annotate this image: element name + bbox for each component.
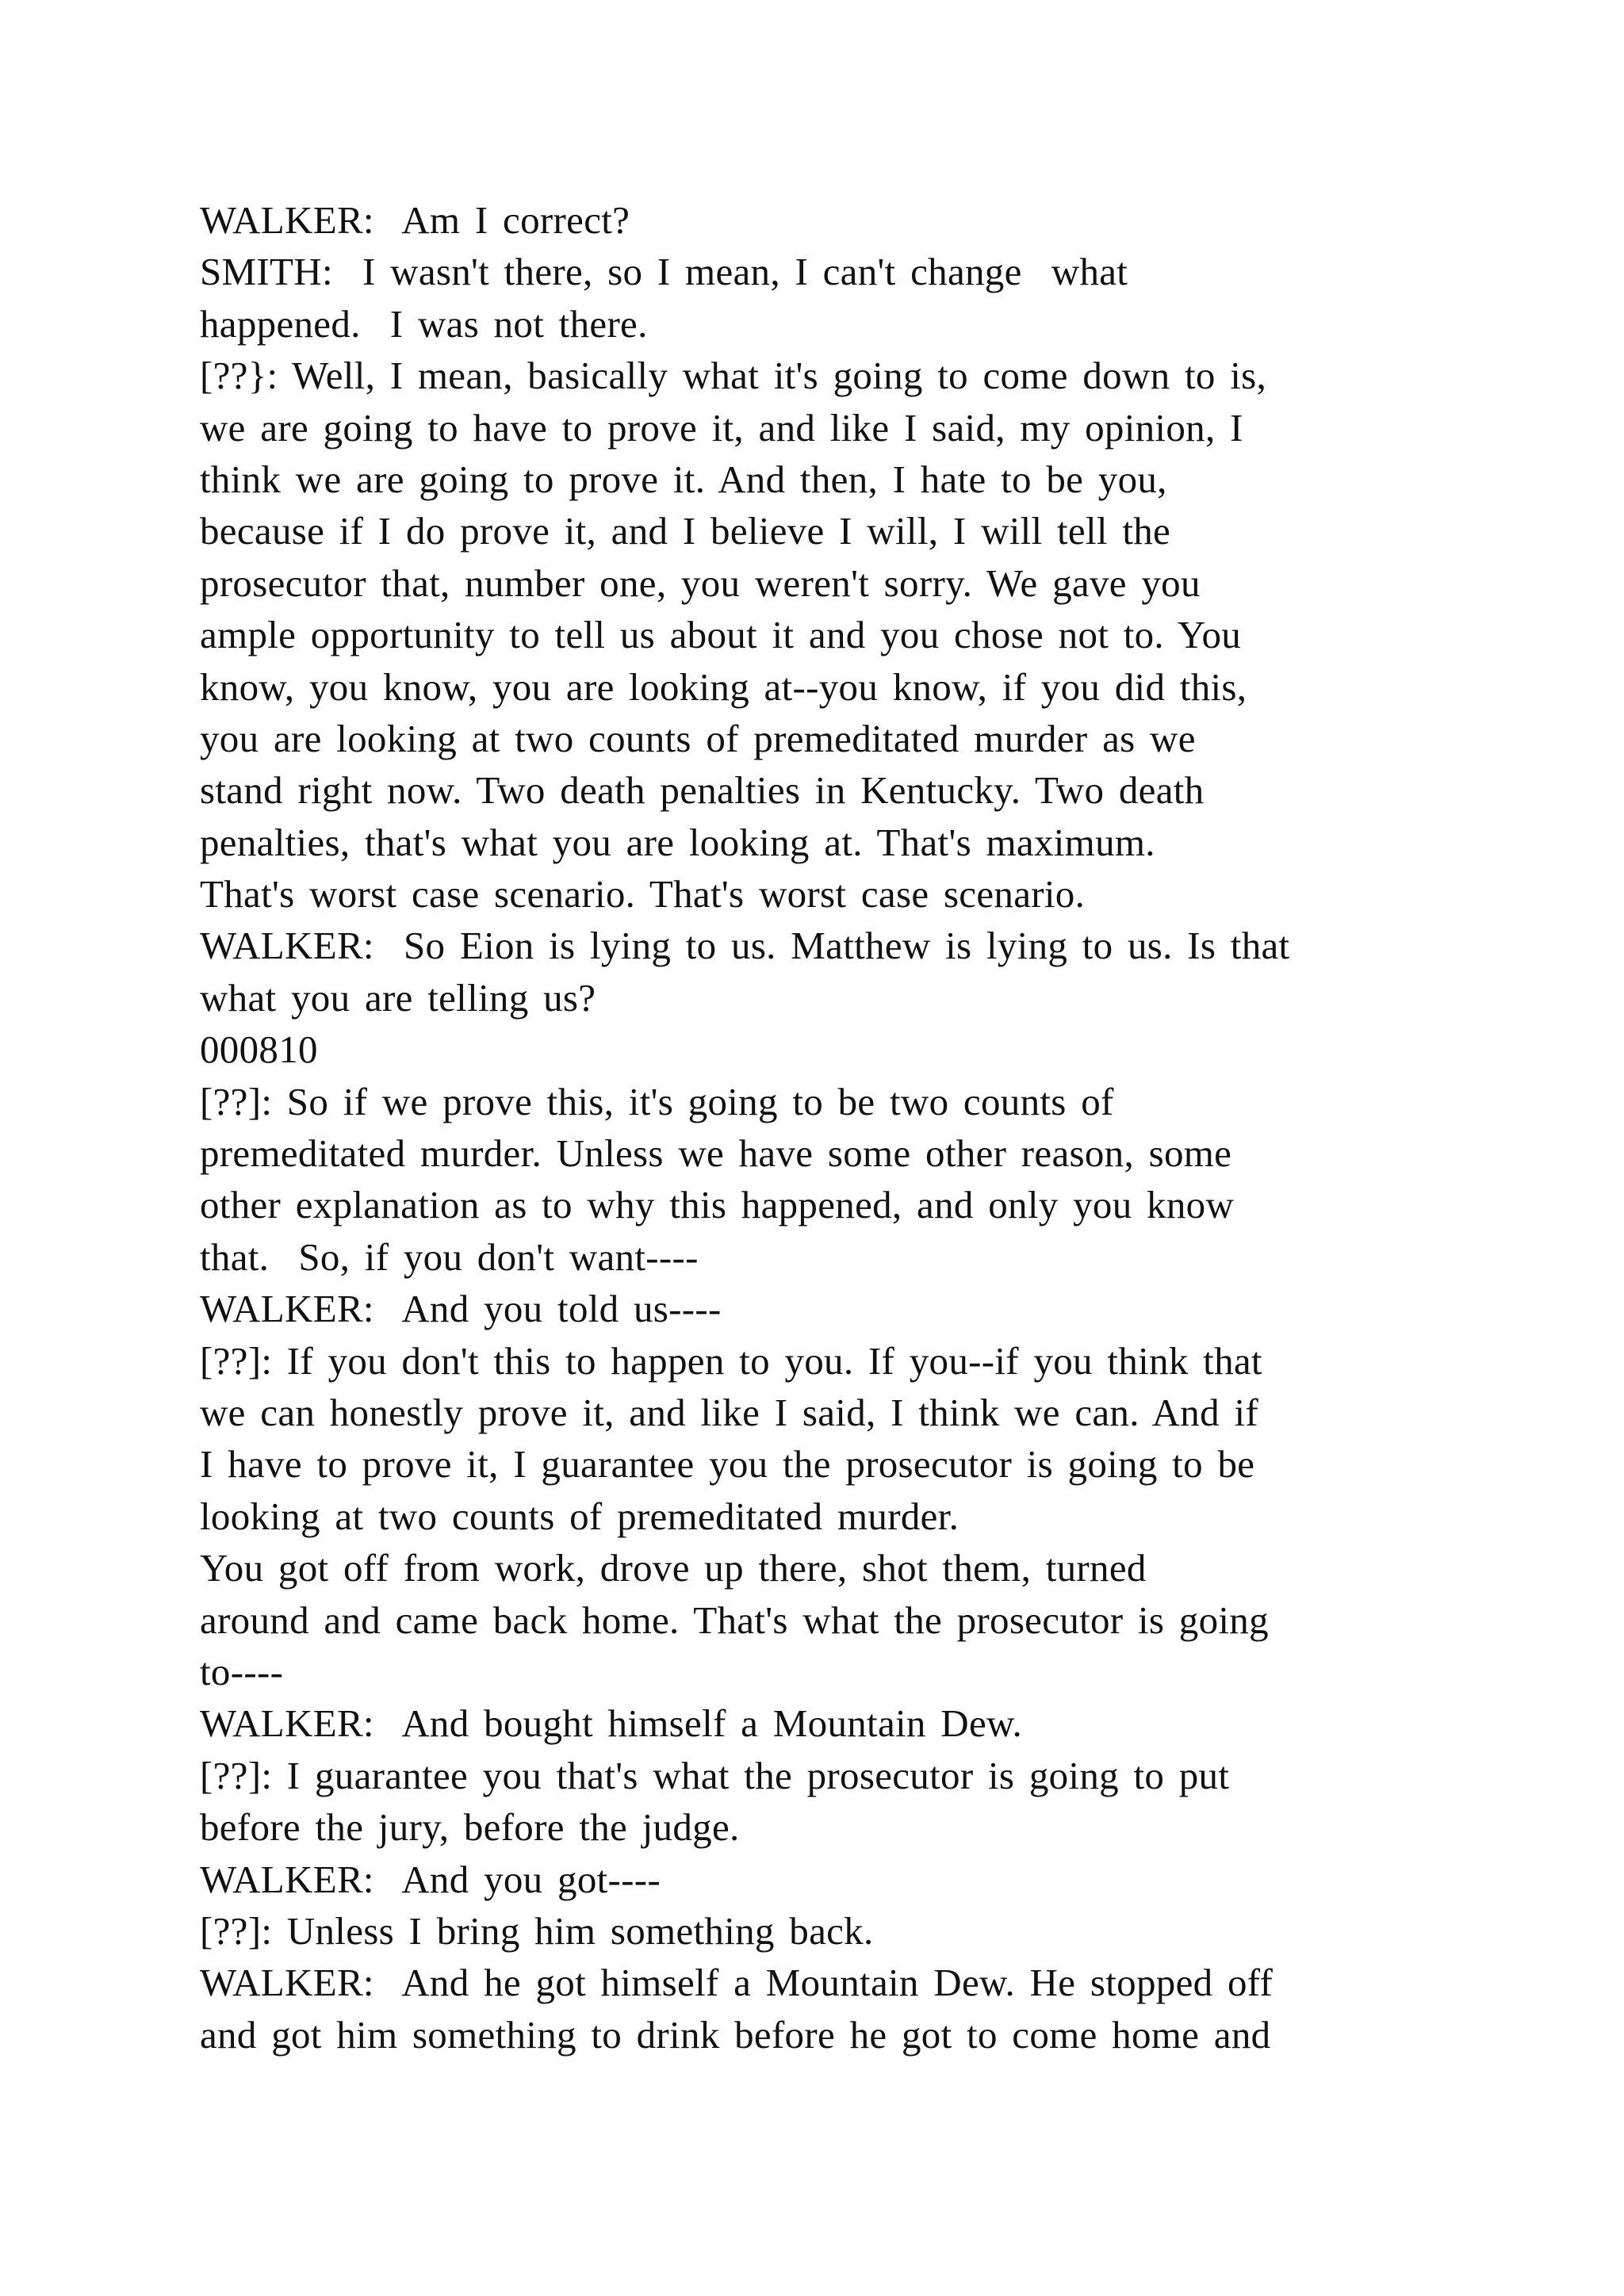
text-line: think we are going to prove it. And then, I hate to be you, <box>200 457 1167 501</box>
text-line: You got off from work, drove up there, shot them, turned <box>200 1546 1147 1590</box>
text-line: WALKER: And he got himself a Mountain Dew. He stopped off <box>200 1961 1274 2005</box>
text-line: [??}: Well, I mean, basically what it's going to come down to is, <box>200 354 1267 398</box>
text-line: [??]: I guarantee you that's what the prosecutor is going to put <box>200 1753 1230 1797</box>
text-line: [??]: If you don't this to happen to you. If you--if you think that <box>200 1338 1262 1383</box>
text-line: That's worst case scenario. That's worst case scenario. <box>200 872 1086 916</box>
text-line: WALKER: And you got---- <box>200 1857 661 1901</box>
text-line: WALKER: So Eion is lying to us. Matthew is lying to us. Is that <box>200 924 1290 968</box>
text-line: SMITH: I wasn't there, so I mean, I can't change what <box>200 250 1128 294</box>
transcript-text <box>200 194 1437 2061</box>
text-line: and got him something to drink before he got to come home and <box>200 2012 1271 2057</box>
text-line: WALKER: And you told us---- <box>200 1287 722 1331</box>
text-line: I have to prove it, I guarantee you the prosecutor is going to be <box>200 1442 1255 1487</box>
text-line: [??]: So if we prove this, it's going to be two counts of <box>200 1079 1114 1123</box>
text-line: [??]: Unless I bring him something back. <box>200 1908 874 1953</box>
text-line: stand right now. Two death penalties in Kentucky. Two death <box>200 768 1205 813</box>
text-line: prosecutor that, number one, you weren't sorry. We gave you <box>200 561 1201 605</box>
text-line: WALKER: And bought himself a Mountain Dew. <box>200 1701 1023 1746</box>
text-line: that. So, if you don't want---- <box>200 1234 699 1279</box>
text-line: to---- <box>200 1649 284 1693</box>
text-line: WALKER: Am I correct? <box>200 198 630 242</box>
text-line: because if I do prove it, and I believe I will, I will tell the <box>200 509 1171 553</box>
text-line: around and came back home. That's what the prosecutor is going <box>200 1598 1269 1642</box>
text-line: other explanation as to why this happened, and only you know <box>200 1183 1235 1227</box>
text-line: we are going to have to prove it, and like I said, my opinion, I <box>200 405 1243 450</box>
text-line: what you are telling us? <box>200 975 596 1020</box>
text-line: ample opportunity to tell us about it and you chose not to. You <box>200 613 1242 657</box>
page-number-marker: 000810 <box>200 1027 318 1072</box>
text-line: looking at two counts of premeditated murder. <box>200 1494 959 1538</box>
text-line: premeditated murder. Unless we have some other reason, some <box>200 1131 1232 1176</box>
text-line: before the jury, before the judge. <box>200 1805 740 1850</box>
text-line: we can honestly prove it, and like I said, I think we can. And if <box>200 1390 1258 1434</box>
text-line: you are looking at two counts of premeditated murder as we <box>200 716 1196 760</box>
text-line: penalties, that's what you are looking at. That's maximum. <box>200 820 1155 864</box>
text-line: know, you know, you are looking at--you know, if you did this, <box>200 664 1247 709</box>
text-line: happened. I was not there. <box>200 301 648 346</box>
